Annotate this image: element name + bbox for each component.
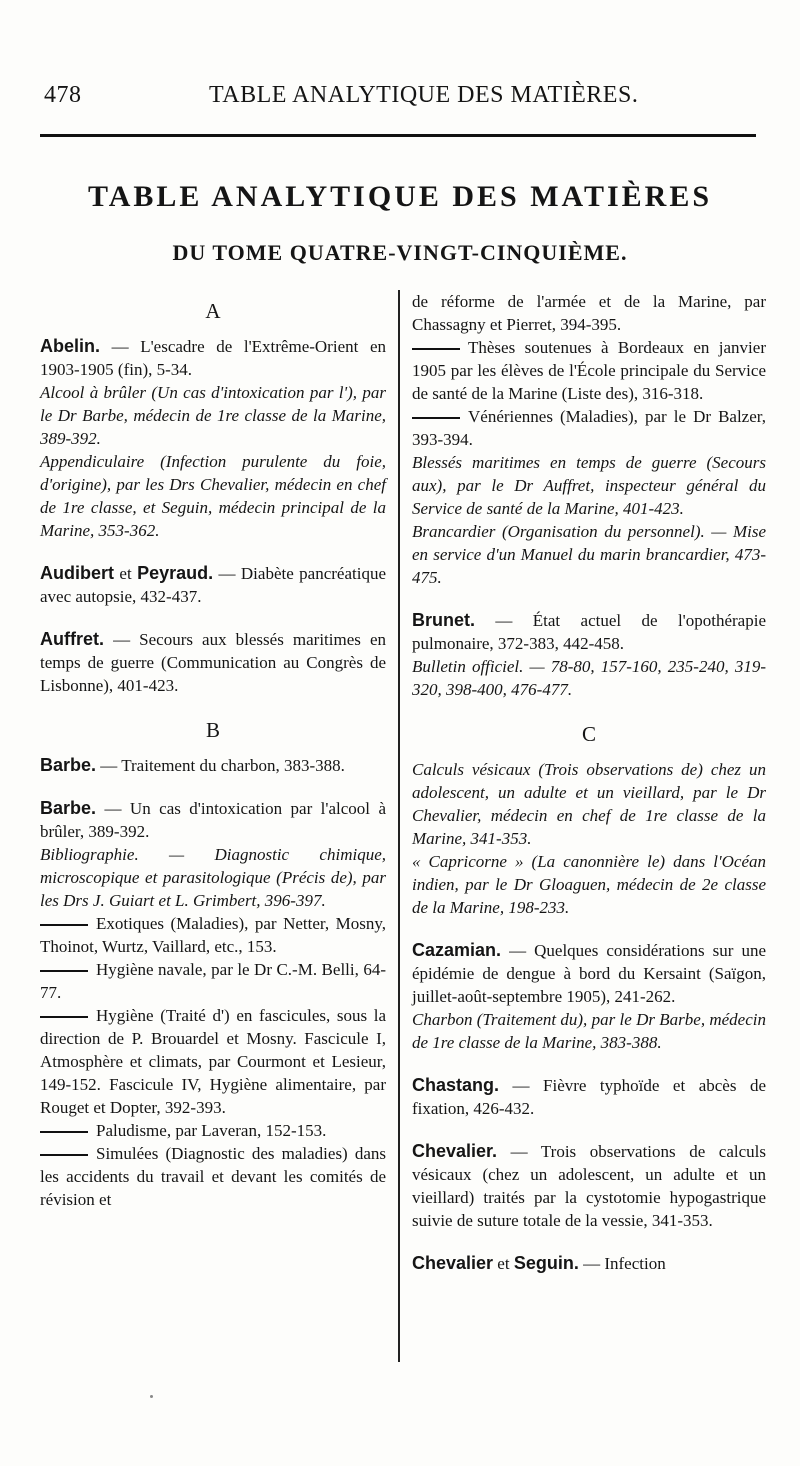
headword: Abelin. [40, 336, 101, 356]
headword: Audibert [40, 563, 114, 583]
entry-theses: Thèses soutenues à Bordeaux en janvier 1905 par les élèves de l'École principale du Service de santé de la Marine (Liste des), 316-318. [412, 338, 766, 403]
entry-barbe-charbon: Barbe. — Traitement du charbon, 383-388. [40, 755, 345, 775]
column-divider [398, 290, 400, 1362]
headword: Chastang. [412, 1075, 500, 1095]
page-subtitle: DU TOME QUATRE-VINGT-CINQUIÈME. [172, 240, 628, 265]
entry-alcool: Alcool à brûler (Un cas d'intoxication par l'), par le Dr Barbe, médecin de 1re classe de la Marine, 389-392. [40, 383, 386, 448]
dash-rule [40, 1154, 88, 1156]
entry-exotiques: Exotiques (Maladies), par Netter, Mosny, Thoinot, Wurtz, Vaillard, etc., 153. [40, 914, 386, 956]
headword: Cazamian. [412, 940, 502, 960]
headword: Chevalier. [412, 1141, 498, 1161]
section-letter-b: B [205, 718, 220, 742]
right-column [412, 290, 766, 1275]
entry-calculs: Calculs vésicaux (Trois observations de) chez un adolescent, un adulte et un vieillard, par le Dr Chevalier, médecin en chef de 1re classe de la Marine, 341-353. [412, 760, 766, 848]
entry-brunet: Brunet. — État actuel de l'opothérapie pulmonaire, 372-383, 442-458. [412, 610, 766, 653]
dash-rule [40, 1131, 88, 1133]
left-column [40, 294, 386, 1211]
page-number: 478 [44, 82, 82, 108]
entry-hygiene-traite: Hygiène (Traité d') en fascicules, sous la direction de P. Brouardel et Mosny. Fascicule I, Atmosphère et climats, par Courmont et Lesieur, 149-152. Fascicule IV, Hygiène alimentaire, par Rouget et Dopter, 392-393. [40, 1006, 386, 1117]
section-letter-a: A [205, 299, 221, 323]
entry-abelin: Abelin. — L'escadre de l'Extrême-Orient en 1903-1905 (fin), 5-34. [40, 336, 386, 379]
entry-audibert: Audibert et Peyraud. — Diabète pancréatique avec autopsie, 432-437. [40, 563, 386, 606]
entry-continuation: de réforme de l'armée et de la Marine, par Chassagny et Pierret, 394-395. [412, 292, 766, 334]
dash-rule [40, 924, 88, 926]
headword: Barbe. [40, 798, 97, 818]
headword: Barbe. [40, 755, 97, 775]
headword: Seguin. [513, 1253, 579, 1273]
entry-barbe-alcool: Barbe. — Un cas d'intoxication par l'alcool à brûler, 389-392. [40, 798, 386, 841]
entry-capricorne: « Capricorne » (La canonnière le) dans l'Océan indien, par le Dr Gloaguen, médecin de 2e classe de la Marine, 198-233. [412, 852, 766, 917]
entry-veneriennes: Vénériennes (Maladies), par le Dr Balzer, 393-394. [412, 407, 766, 449]
running-title: TABLE ANALYTIQUE DES MATIÈRES. [209, 82, 639, 108]
entry-hygiene-navale: Hygiène navale, par le Dr C.-M. Belli, 64-77. [40, 960, 386, 1002]
entry-simulees: Simulées (Diagnostic des maladies) dans les accidents du travail et devant les comités de révision et [40, 1144, 386, 1209]
entry-cazamian: Cazamian. — Quelques considérations sur une épidémie de dengue à bord du Kersaint (Saïgon, juillet-août-septembre 1905), 241-262. [412, 940, 766, 1006]
paper-speck [150, 1395, 153, 1398]
section-letter-c: C [581, 722, 596, 746]
entry-bibliographie: Bibliographie. — Diagnostic chimique, microscopique et parasitologique (Précis de), par les Drs J. Guiart et L. Grimbert, 396-397. [40, 845, 386, 910]
entry-charbon: Charbon (Traitement du), par le Dr Barbe, médecin de 1re classe de la Marine, 383-388. [412, 1010, 766, 1052]
entry-bulletin: Bulletin officiel. — 78-80, 157-160, 235-240, 319-320, 398-400, 476-477. [412, 657, 766, 699]
entry-blesses: Blessés maritimes en temps de guerre (Secours aux), par le Dr Auffret, inspecteur général du Service de santé de la Marine, 401-423. [412, 453, 766, 518]
entry-brancardier: Brancardier (Organisation du personnel). — Mise en service d'un Manuel du marin brancardier, 473-475. [412, 522, 766, 587]
entry-chastang: Chastang. — Fièvre typhoïde et abcès de fixation, 426-432. [412, 1075, 766, 1118]
page-title: TABLE ANALYTIQUE DES MATIÈRES [87, 180, 713, 213]
header-rule [40, 134, 756, 137]
dash-rule [40, 1016, 88, 1018]
dash-rule [412, 348, 460, 350]
entry-chevalier: Chevalier. — Trois observations de calculs vésicaux (chez un adolescent, un adulte et un vieillard) traités par la cystotomie hypogastrique suivie de suture totale de la vessie, 341-353. [412, 1141, 766, 1230]
headword: Chevalier [412, 1253, 494, 1273]
entry-chevalier-seguin: Chevalier et Seguin. — Infection [412, 1253, 666, 1273]
entry-paludisme: Paludisme, par Laveran, 152-153. [40, 1119, 386, 1142]
headword: Peyraud. [137, 563, 214, 583]
headword: Brunet. [412, 610, 475, 630]
headword: Auffret. [40, 629, 104, 649]
dash-rule [40, 970, 88, 972]
entry-auffret: Auffret. — Secours aux blessés maritimes en temps de guerre (Communication au Congrès de Lisbonne), 401-423. [40, 629, 386, 695]
dash-rule [412, 417, 460, 419]
running-head [44, 82, 756, 116]
entry-appendiculaire: Appendiculaire (Infection purulente du foie, d'origine), par les Drs Chevalier, médecin en chef de 1re classe, et Seguin, médecin principal de la Marine, 353-362. [40, 452, 386, 540]
